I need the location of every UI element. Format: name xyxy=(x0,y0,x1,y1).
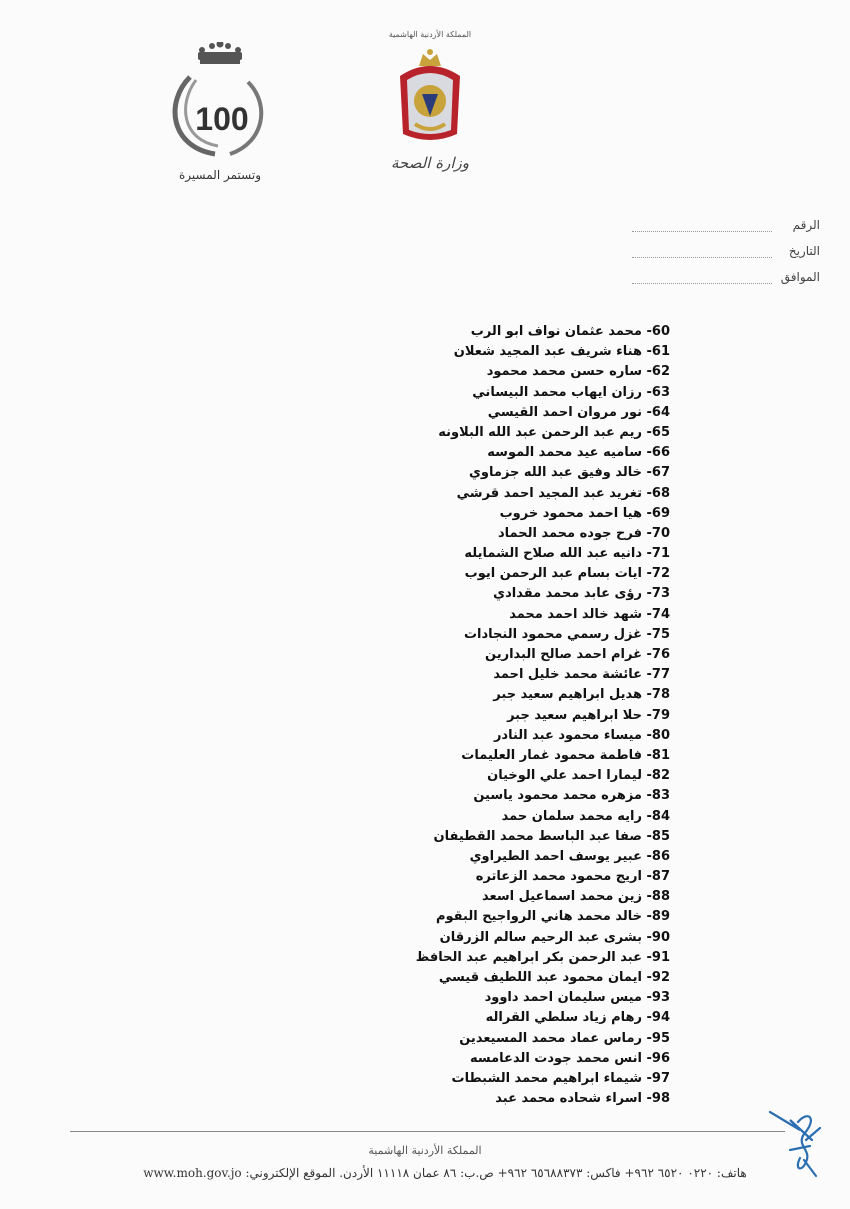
list-item xyxy=(250,645,670,665)
list-item-number: 76 xyxy=(651,647,670,662)
list-item-number: 68 xyxy=(651,485,670,501)
list-item xyxy=(250,746,670,766)
list-item-name: - ايمان محمود عبد اللطيف قيسي xyxy=(438,970,652,985)
ref-field-date xyxy=(620,232,820,258)
list-item-number: 85 xyxy=(651,828,670,844)
list-item-name: - غزل رسمي محمود النجادات xyxy=(463,626,652,642)
list-item-number: 94 xyxy=(651,1010,670,1026)
list-item-number: 67 xyxy=(651,465,670,481)
list-item-name: - هيا احمد محمود خروب xyxy=(499,505,652,521)
list-item-name: - عبد الرحمن بكر ابراهيم عبد الحافظ xyxy=(415,949,652,965)
ref-field-corresponding xyxy=(620,258,820,284)
crown-100-icon xyxy=(160,42,280,167)
ref-label: التاريخ xyxy=(788,244,820,258)
list-item-number: 84 xyxy=(651,808,670,824)
list-item xyxy=(250,584,670,604)
list-item xyxy=(250,706,670,726)
emblem-caption: المملكة الأردنية الهاشمية xyxy=(388,30,472,39)
list-item-name: - اريج محمود محمد الزعاتره xyxy=(475,869,652,885)
list-item xyxy=(250,1069,670,1089)
list-item-name: - مزهره محمد محمود ياسين xyxy=(473,788,652,804)
centennial-number: 100 xyxy=(195,101,249,137)
list-item-number: 80 xyxy=(651,727,670,743)
list-item xyxy=(250,564,670,584)
list-item-number: 81 xyxy=(651,747,670,763)
list-item-number: 90 xyxy=(651,929,670,945)
list-item-number: 62 xyxy=(651,364,670,380)
list-item-name: - غرام احمد صالح البدارين xyxy=(485,647,652,662)
list-item-name: - عائشة محمد خليل احمد xyxy=(493,667,652,683)
list-item-name: - انس محمد جودت الدعامسه xyxy=(470,1050,652,1066)
list-item xyxy=(250,867,670,887)
footer-kingdom: المملكة الأردنية الهاشمية xyxy=(368,1144,482,1157)
list-item-name: - ساميه عيد محمد الموسه xyxy=(487,445,652,461)
list-item-name: - ريم عبد الرحمن عبد الله البلاونه xyxy=(438,424,652,440)
reference-fields xyxy=(620,206,820,284)
list-item-number: 78 xyxy=(651,687,670,703)
list-item-name: - ميساء محمود عبد النادر xyxy=(493,727,652,743)
list-item-name: - نور مروان احمد القيسي xyxy=(487,404,652,420)
list-item-name: - رماس عماد محمد المسيعدين xyxy=(459,1030,652,1046)
list-item-number: 83 xyxy=(651,788,670,804)
list-item-number: 63 xyxy=(651,384,670,400)
list-item-name: - هديل ابراهيم سعيد جبر xyxy=(493,687,652,703)
list-item-number: 93 xyxy=(651,990,670,1006)
list-item-number: 92 xyxy=(651,970,670,985)
list-item-number: 98 xyxy=(651,1091,670,1107)
list-item-name: - بشرى عبد الرحيم سالم الزرقان xyxy=(439,929,652,945)
list-item-name: - خالد وفيق عبد الله جزماوي xyxy=(469,465,652,481)
list-item-name: - زين محمد اسماعيل اسعد xyxy=(481,889,652,905)
list-item-name: - شيماء ابراهيم محمد الشبطات xyxy=(451,1070,652,1086)
ref-field-number xyxy=(620,206,820,232)
list-item xyxy=(250,1089,670,1109)
list-item-number: 86 xyxy=(651,848,670,864)
list-item-number: 65 xyxy=(651,424,670,440)
list-item-name: - رزان ايهاب محمد البيساني xyxy=(472,384,652,400)
list-item-number: 73 xyxy=(651,586,670,602)
list-item-name: - ليمارا احمد علي الوخيان xyxy=(487,768,652,784)
footer-divider xyxy=(70,1131,785,1132)
list-item-name: - رؤى عابد محمد مقدادي xyxy=(493,586,652,602)
list-item-name: - ميس سليمان احمد داوود xyxy=(484,990,652,1006)
list-item-name: - اسراء شحاده محمد عبد xyxy=(495,1091,652,1107)
list-item xyxy=(250,362,670,382)
list-item-number: 64 xyxy=(651,404,670,420)
list-item xyxy=(250,403,670,423)
list-item-name: - تغريد عبد المجيد احمد قرشي xyxy=(456,485,652,501)
list-item-number: 82 xyxy=(651,768,670,784)
list-item xyxy=(250,766,670,786)
ministry-name: وزارة الصحة xyxy=(391,154,469,172)
list-item xyxy=(250,423,670,443)
list-item xyxy=(250,685,670,705)
list-item-name: - رهام زياد سلطي القراله xyxy=(485,1010,652,1026)
list-item xyxy=(250,948,670,968)
list-item-number: 69 xyxy=(651,505,670,521)
list-item xyxy=(250,928,670,948)
list-item-number: 91 xyxy=(651,949,670,965)
coat-of-arms xyxy=(385,30,475,180)
list-item-number: 71 xyxy=(651,546,670,562)
ref-label: الموافق xyxy=(780,270,820,284)
list-item xyxy=(250,1029,670,1049)
ref-dotted-line xyxy=(632,247,772,258)
list-item-name: - حلا ابراهيم سعيد جبر xyxy=(507,707,652,723)
list-item-number: 96 xyxy=(651,1050,670,1066)
list-item xyxy=(250,484,670,504)
list-item xyxy=(250,887,670,907)
list-item xyxy=(250,504,670,524)
list-item-number: 75 xyxy=(651,626,670,642)
list-item xyxy=(250,665,670,685)
list-item-name: - صفا عبد الباسط محمد القطيفان xyxy=(433,828,652,844)
list-item xyxy=(250,383,670,403)
list-item xyxy=(250,968,670,988)
list-item-name: - خالد محمد هاني الرواجيح البقوم xyxy=(435,909,652,925)
list-item-number: 61 xyxy=(651,344,670,360)
list-item xyxy=(250,786,670,806)
list-item xyxy=(250,342,670,362)
list-item xyxy=(250,827,670,847)
list-item-number: 60 xyxy=(651,324,670,339)
list-item xyxy=(250,1049,670,1069)
list-item xyxy=(250,443,670,463)
list-item-name: - ساره حسن محمد محمود xyxy=(486,364,652,380)
list-item-name: - رايه محمد سلمان حمد xyxy=(501,808,652,824)
list-item xyxy=(250,625,670,645)
list-item-number: 66 xyxy=(651,445,670,461)
list-item-number: 70 xyxy=(651,525,670,541)
centennial-slogan: وتستمر المسيرة xyxy=(179,168,261,182)
footer-contact: هاتف: ٠٢٢٠ ٦٥٢٠ ٩٦٢+ فاكس: ٦٥٦٨٨٣٧٣ ٩٦٢+ ص.ب: ٨٦ عمان ١١١١٨ الأردن. الموقع الإلكتروني: www.moh.gov.jo xyxy=(143,1166,747,1180)
list-item-name: - فاطمة محمود غمار العليمات xyxy=(461,747,652,763)
list-item-name: - هناء شريف عبد المجيد شعلان xyxy=(453,344,652,360)
list-item-name: - ايات بسام عبد الرحمن ايوب xyxy=(464,566,652,582)
list-item-name: - محمد عثمان نواف ابو الرب xyxy=(470,324,652,339)
list-item-name: - شهد خالد احمد محمد xyxy=(509,606,652,622)
list-item xyxy=(250,544,670,564)
list-item xyxy=(250,726,670,746)
list-item-name: - دانيه عبد الله صلاح الشمايله xyxy=(464,546,652,562)
centennial-logo xyxy=(160,42,280,187)
list-item xyxy=(250,1008,670,1028)
list-item-number: 95 xyxy=(651,1030,670,1046)
list-item-number: 87 xyxy=(651,869,670,885)
list-item xyxy=(250,463,670,483)
list-item-number: 88 xyxy=(651,889,670,905)
list-item-number: 89 xyxy=(651,909,670,925)
list-item xyxy=(250,605,670,625)
list-item-number: 72 xyxy=(651,566,670,582)
ref-dotted-line xyxy=(632,273,772,284)
coat-of-arms-icon xyxy=(395,46,465,146)
names-list xyxy=(250,322,670,1109)
list-item xyxy=(250,847,670,867)
list-item-name: - فرح جوده محمد الحماد xyxy=(497,525,652,541)
list-item xyxy=(250,322,670,342)
ref-dotted-line xyxy=(632,221,772,232)
ref-label: الرقم xyxy=(792,218,820,232)
list-item-number: 77 xyxy=(651,667,670,683)
list-item-name: - عبير يوسف احمد الطيراوي xyxy=(469,848,652,864)
list-item-number: 74 xyxy=(651,606,670,622)
list-item-number: 79 xyxy=(651,707,670,723)
list-item-number: 97 xyxy=(651,1070,670,1086)
list-item xyxy=(250,807,670,827)
list-item xyxy=(250,524,670,544)
list-item xyxy=(250,988,670,1008)
list-item xyxy=(250,907,670,927)
